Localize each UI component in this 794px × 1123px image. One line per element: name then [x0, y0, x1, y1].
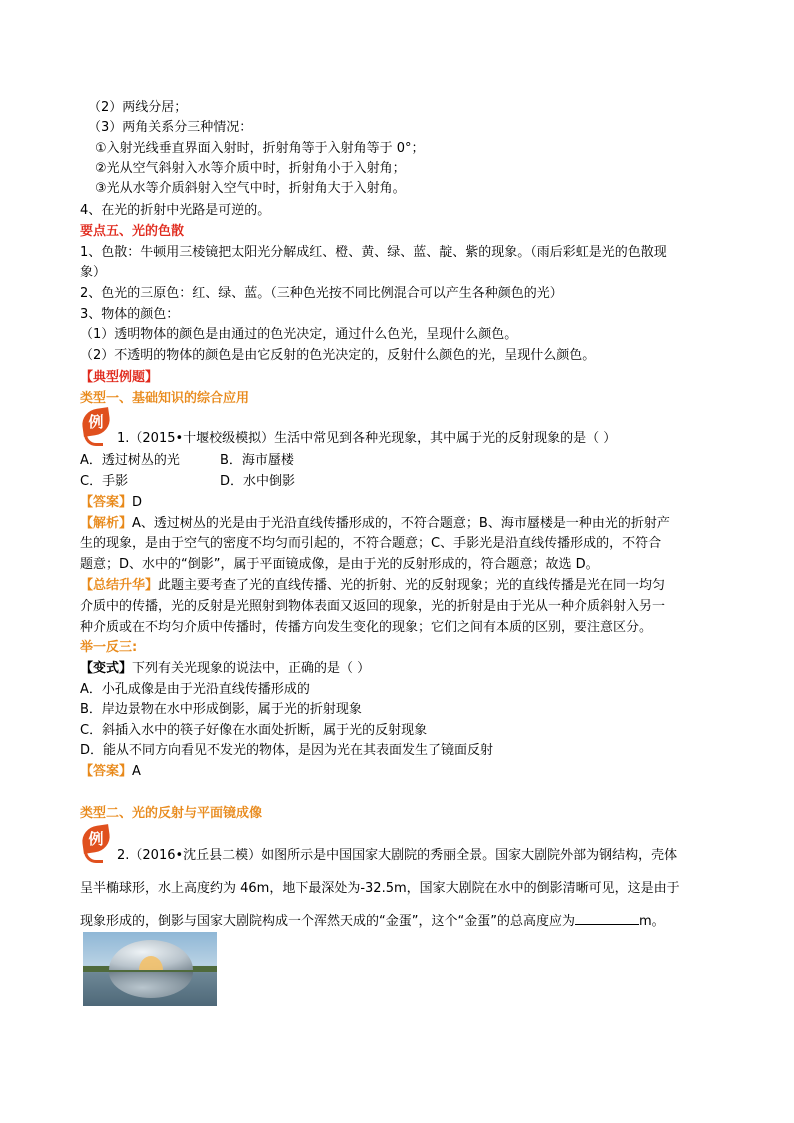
- example-badge-icon: 例: [82, 409, 110, 435]
- text-line: ②光从空气斜射入水等介质中时，折射角小于入射角；: [95, 161, 406, 176]
- variant-heading: 举一反三:: [80, 640, 138, 655]
- text-line: （2）不透明的物体的颜色是由它反射的色光决定的，反射什么颜色的光，呈现什么颜色。: [80, 348, 596, 363]
- text-line: 种介质或在不均匀介质中传播时，传播方向发生变化的现象；它们之间有本质的区别，要注意区分。: [80, 620, 653, 635]
- text-line: 呈半椭球形，水上高度约为 46m，地下最深处为-32.5m，国家大剧院在水中的倒影清晰可见，这是由于: [80, 881, 680, 896]
- text-line: （1）透明物体的颜色是由通过的色光决定，通过什么色光，呈现什么颜色。: [80, 327, 518, 342]
- typical-heading: 【典型例题】: [80, 370, 159, 385]
- type1-heading: 类型一、基础知识的综合应用: [80, 391, 250, 406]
- answer-line: [80, 762, 141, 782]
- variant-question: 下列有关光现象的说法中，正确的是（ ）: [132, 661, 371, 676]
- answer-value: A: [132, 764, 141, 779]
- summary-tag: 【总结升华】: [80, 578, 159, 593]
- analysis-tag: 【解析】: [80, 516, 133, 531]
- answer-line: [80, 493, 142, 513]
- text-line: 3、物体的颜色：: [80, 307, 180, 322]
- analysis-line: [80, 514, 670, 534]
- text-line: ①入射光线垂直界面入射时，折射角等于入射角等于 0°；: [95, 141, 425, 156]
- unit-text: m。: [638, 914, 665, 929]
- option-a: A．小孔成像是由于光沿直线传播形成的: [80, 682, 310, 697]
- answer-value: D: [132, 495, 143, 510]
- option-c: C．斜插入水中的筷子好像在水面处折断，属于光的反射现象: [80, 723, 428, 738]
- variant-tag: 【变式】: [80, 661, 133, 676]
- question-text: 2.（2016•沈丘县二模）如图所示是中国国家大剧院的秀丽全景。国家大剧院外部为钢结构，壳体: [117, 848, 678, 863]
- text-line: 生的现象，是由于空气的密度不均匀而引起的，不符合题意；C、手影光是沿直线传播形成的，不符合: [80, 536, 662, 551]
- example-badge-icon: 例: [82, 826, 110, 852]
- grand-theater-photo: [83, 932, 217, 1006]
- variant-line: [80, 659, 370, 679]
- option-b: B．海市蜃楼: [220, 453, 294, 468]
- option-b: B．岸边景物在水中形成倒影，属于光的折射现象: [80, 702, 362, 717]
- text-line: （3）两角关系分三种情况：: [88, 120, 253, 135]
- text-line: 介质中的传播，光的反射是光照射到物体表面又返回的现象，光的折射是由于光从一种介质斜射入另一: [80, 599, 666, 614]
- answer-tag: 【答案】: [80, 764, 133, 779]
- analysis-text: A、透过树丛的光是由于光沿直线传播形成的，不符合题意；B、海市蜃楼是一种由光的折射产: [132, 516, 670, 531]
- option-c: C．手影: [80, 474, 129, 489]
- summary-line: [80, 576, 665, 596]
- text-line: ③光从水等介质斜射入空气中时，折射角大于入射角。: [95, 181, 406, 196]
- option-d: D．水中倒影: [220, 474, 296, 489]
- text-line: 象）: [80, 265, 107, 280]
- answer-blank: [575, 910, 639, 925]
- text-line: （2）两线分居；: [88, 100, 188, 115]
- question-text: 现象形成的，倒影与国家大剧院构成一个浑然天成的“金蛋”，这个“金蛋”的总高度应为: [80, 914, 575, 929]
- text-line: 1、色散：牛顿用三棱镜把太阳光分解成红、橙、黄、绿、蓝、靛、紫的现象。（雨后彩虹是光的色散现: [80, 245, 667, 260]
- option-d: D．能从不同方向看见不发光的物体，是因为光在其表面发生了镜面反射: [80, 743, 494, 758]
- answer-tag: 【答案】: [80, 495, 133, 510]
- text-line: 4、在光的折射中光路是可逆的。: [80, 203, 271, 218]
- text-line: [80, 910, 665, 930]
- text-line: 2、色光的三原色：红、绿、蓝。（三种色光按不同比例混合可以产生各种颜色的光）: [80, 286, 563, 301]
- section-heading: 要点五、光的色散: [80, 224, 185, 239]
- question-text: 1.（2015•十堰校级模拟）生活中常见到各种光现象，其中属于光的反射现象的是（ ）: [117, 431, 617, 446]
- option-a: A．透过树丛的光: [80, 453, 180, 468]
- summary-text: 此题主要考查了光的直线传播、光的折射、光的反射现象；光的直线传播是光在同一均匀: [158, 578, 666, 593]
- text-line: 题意；D、水中的“倒影”，属于平面镜成像，是由于光的反射形成的，符合题意；故选 D。: [80, 557, 599, 572]
- type2-heading: 类型二、光的反射与平面镜成像: [80, 806, 263, 821]
